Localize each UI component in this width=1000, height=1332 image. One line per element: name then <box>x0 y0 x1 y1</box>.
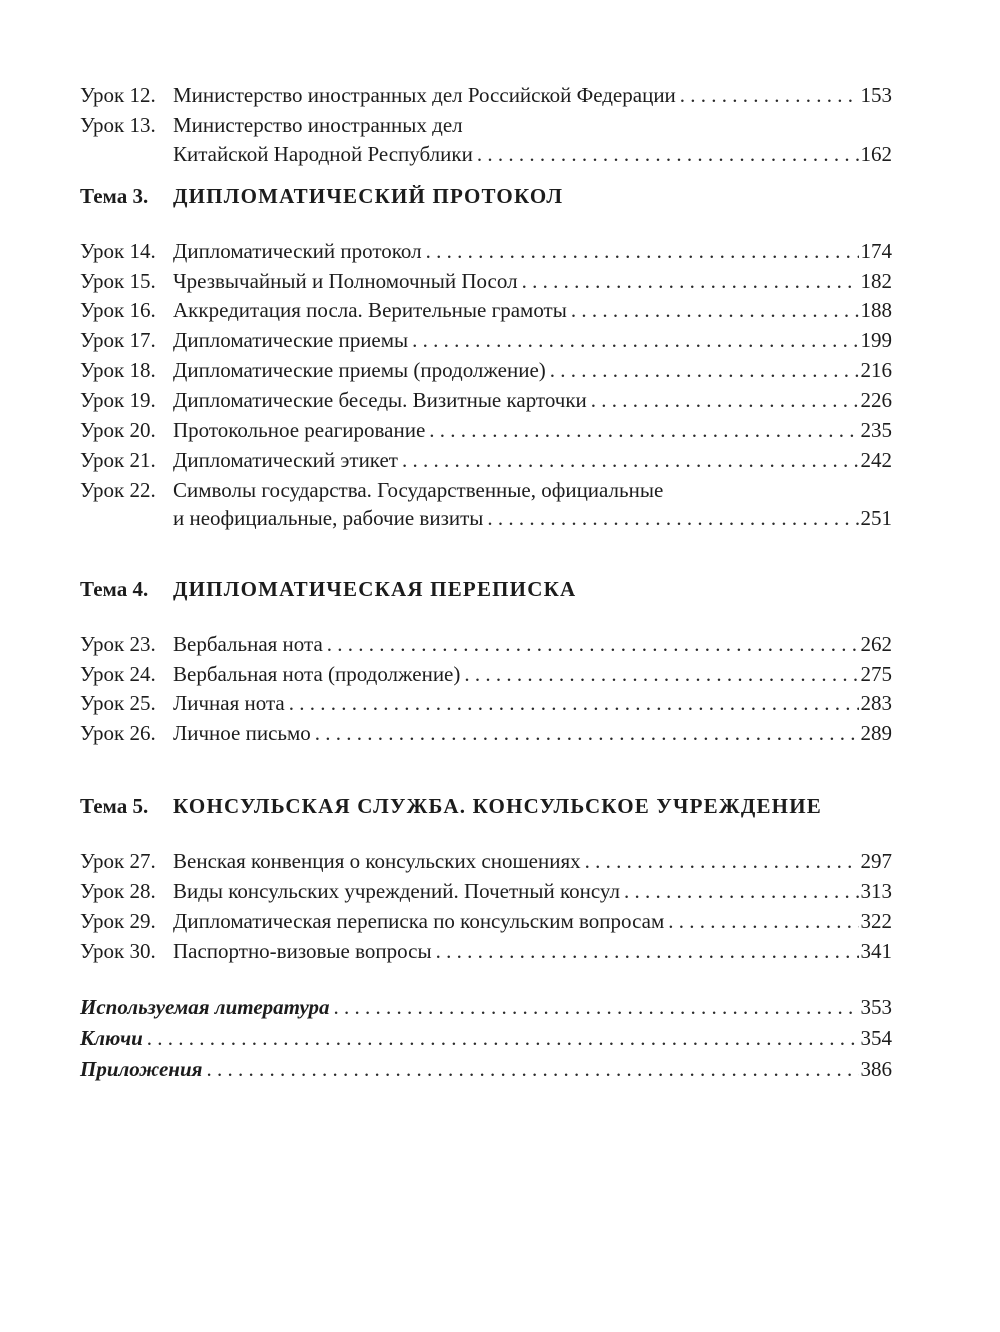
page-number: 341 <box>860 939 892 963</box>
lesson-title: Личная нота <box>173 691 285 715</box>
lesson-title: Министерство иностранных дел <box>173 113 463 137</box>
lesson-number: Урок 12. <box>80 83 156 107</box>
theme-number: Тема 3. <box>80 184 149 208</box>
dot-leader <box>550 355 859 385</box>
lesson-title: Дипломатический этикет <box>173 448 398 472</box>
dot-leader <box>412 325 858 355</box>
lesson-number: Урок 25. <box>80 691 156 715</box>
toc-entry-lesson-16[interactable] <box>80 295 892 325</box>
lesson-number: Урок 19. <box>80 388 156 412</box>
page-number: 283 <box>860 691 892 715</box>
lesson-title: Венская конвенция о консульских сношениях <box>173 849 581 873</box>
toc-entry-lesson-12[interactable] <box>80 80 892 110</box>
dot-leader <box>585 846 859 876</box>
toc-entry-lesson-27[interactable] <box>80 846 892 876</box>
lesson-title: Протокольное реагирование <box>173 418 426 442</box>
lesson-number: Урок 16. <box>80 298 156 322</box>
theme-title: КОНСУЛЬСКАЯ СЛУЖБА. КОНСУЛЬСКОЕ УЧРЕЖДЕНИЕ <box>173 794 822 818</box>
theme-number: Тема 5. <box>80 794 149 818</box>
lesson-number: Урок 22. <box>80 478 156 502</box>
back-matter-title: Ключи <box>80 1026 143 1050</box>
lesson-number: Урок 13. <box>80 113 156 137</box>
dot-leader <box>402 445 859 475</box>
lesson-number: Урок 26. <box>80 721 156 745</box>
lesson-title: Министерство иностранных дел Российской Федерации <box>173 83 676 107</box>
toc-entry-lesson-30[interactable] <box>80 936 892 966</box>
lesson-title: Дипломатические беседы. Визитные карточки <box>173 388 587 412</box>
lesson-title-continued: Китайской Народной Республики <box>173 142 473 166</box>
dot-leader <box>668 906 858 936</box>
dot-leader <box>522 266 859 296</box>
dot-leader <box>334 992 859 1022</box>
dot-leader <box>680 80 859 110</box>
dot-leader <box>327 629 859 659</box>
lesson-title-continued: и неофициальные, рабочие визиты <box>173 506 484 530</box>
toc-entry-lesson-26[interactable] <box>80 718 892 748</box>
toc-entry-lesson-25[interactable] <box>80 688 892 718</box>
lesson-title: Дипломатическая переписка по консульским вопросам <box>173 909 665 933</box>
page-number: 242 <box>860 448 892 472</box>
dot-leader <box>571 295 859 325</box>
page-number: 354 <box>860 1026 892 1050</box>
toc-entry-lesson-28[interactable] <box>80 876 892 906</box>
lesson-number: Урок 21. <box>80 448 156 472</box>
dot-leader <box>436 936 859 966</box>
lesson-title: Чрезвычайный и Полномочный Посол <box>173 269 518 293</box>
lesson-number: Урок 15. <box>80 269 156 293</box>
toc-entry-appendices[interactable] <box>80 1054 892 1084</box>
toc-entry-lesson-14[interactable] <box>80 236 892 266</box>
page-number: 162 <box>860 142 892 166</box>
dot-leader <box>429 415 858 445</box>
lesson-number: Урок 23. <box>80 632 156 656</box>
lesson-number: Урок 30. <box>80 939 156 963</box>
page-number: 353 <box>860 995 892 1019</box>
page-number: 313 <box>860 879 892 903</box>
lesson-title: Символы государства. Государственные, официальные <box>173 478 664 502</box>
theme-number: Тема 4. <box>80 577 149 601</box>
page-number: 235 <box>860 418 892 442</box>
page-number: 289 <box>860 721 892 745</box>
lesson-title: Дипломатические приемы (продолжение) <box>173 358 546 382</box>
toc-entry-lesson-20[interactable] <box>80 415 892 445</box>
lesson-number: Урок 14. <box>80 239 156 263</box>
lesson-number: Урок 27. <box>80 849 156 873</box>
dot-leader <box>426 236 859 266</box>
theme-title: ДИПЛОМАТИЧЕСКИЙ ПРОТОКОЛ <box>173 184 564 208</box>
page-number: 216 <box>860 358 892 382</box>
lesson-title: Личное письмо <box>173 721 311 745</box>
lesson-number: Урок 29. <box>80 909 156 933</box>
toc-entry-lesson-29[interactable] <box>80 906 892 936</box>
toc-entry-lesson-21[interactable] <box>80 445 892 475</box>
lesson-title: Дипломатический протокол <box>173 239 422 263</box>
theme-heading-4 <box>80 573 892 605</box>
page-number: 188 <box>860 298 892 322</box>
page-number: 226 <box>860 388 892 412</box>
dot-leader <box>289 688 859 718</box>
dot-leader <box>464 659 858 689</box>
dot-leader <box>591 385 859 415</box>
page-number: 251 <box>860 506 892 530</box>
lesson-title: Вербальная нота <box>173 632 323 656</box>
lesson-number: Урок 17. <box>80 328 156 352</box>
toc-entry-references[interactable] <box>80 992 892 1022</box>
toc-entry-lesson-18[interactable] <box>80 355 892 385</box>
toc-entry-lesson-15[interactable] <box>80 266 892 296</box>
back-matter-title: Приложения <box>80 1057 203 1081</box>
back-matter-title: Используемая литература <box>80 995 330 1019</box>
lesson-title: Аккредитация посла. Верительные грамоты <box>173 298 567 322</box>
page-number: 153 <box>860 83 892 107</box>
page-number: 297 <box>860 849 892 873</box>
page-number: 262 <box>860 632 892 656</box>
dot-leader <box>206 1054 858 1084</box>
dot-leader <box>624 876 859 906</box>
toc-entry-lesson-17[interactable] <box>80 325 892 355</box>
page-number: 174 <box>860 239 892 263</box>
toc-entry-lesson-13-cont[interactable] <box>80 139 892 169</box>
lesson-number: Урок 20. <box>80 418 156 442</box>
dot-leader <box>147 1023 859 1053</box>
dot-leader <box>487 503 858 533</box>
theme-heading-5 <box>80 790 892 822</box>
toc-entry-lesson-24[interactable] <box>80 659 892 689</box>
lesson-title: Дипломатические приемы <box>173 328 409 352</box>
toc-entry-lesson-22[interactable] <box>80 475 892 505</box>
page-number: 199 <box>860 328 892 352</box>
page-number: 386 <box>860 1057 892 1081</box>
page-number: 275 <box>860 662 892 686</box>
lesson-number: Урок 28. <box>80 879 156 903</box>
toc-entry-lesson-13[interactable] <box>80 110 892 140</box>
lesson-title: Вербальная нота (продолжение) <box>173 662 461 686</box>
toc-entry-keys[interactable] <box>80 1023 892 1053</box>
theme-title: ДИПЛОМАТИЧЕСКАЯ ПЕРЕПИСКА <box>173 577 577 601</box>
toc-entry-lesson-22-cont[interactable] <box>80 503 892 533</box>
dot-leader <box>315 718 859 748</box>
dot-leader <box>477 139 859 169</box>
lesson-title: Виды консульских учреждений. Почетный консул <box>173 879 620 903</box>
page-number: 182 <box>860 269 892 293</box>
toc-entry-lesson-19[interactable] <box>80 385 892 415</box>
lesson-number: Урок 18. <box>80 358 156 382</box>
lesson-title: Паспортно-визовые вопросы <box>173 939 432 963</box>
lesson-number: Урок 24. <box>80 662 156 686</box>
theme-heading-3 <box>80 180 892 212</box>
page-number: 322 <box>860 909 892 933</box>
toc-entry-lesson-23[interactable] <box>80 629 892 659</box>
